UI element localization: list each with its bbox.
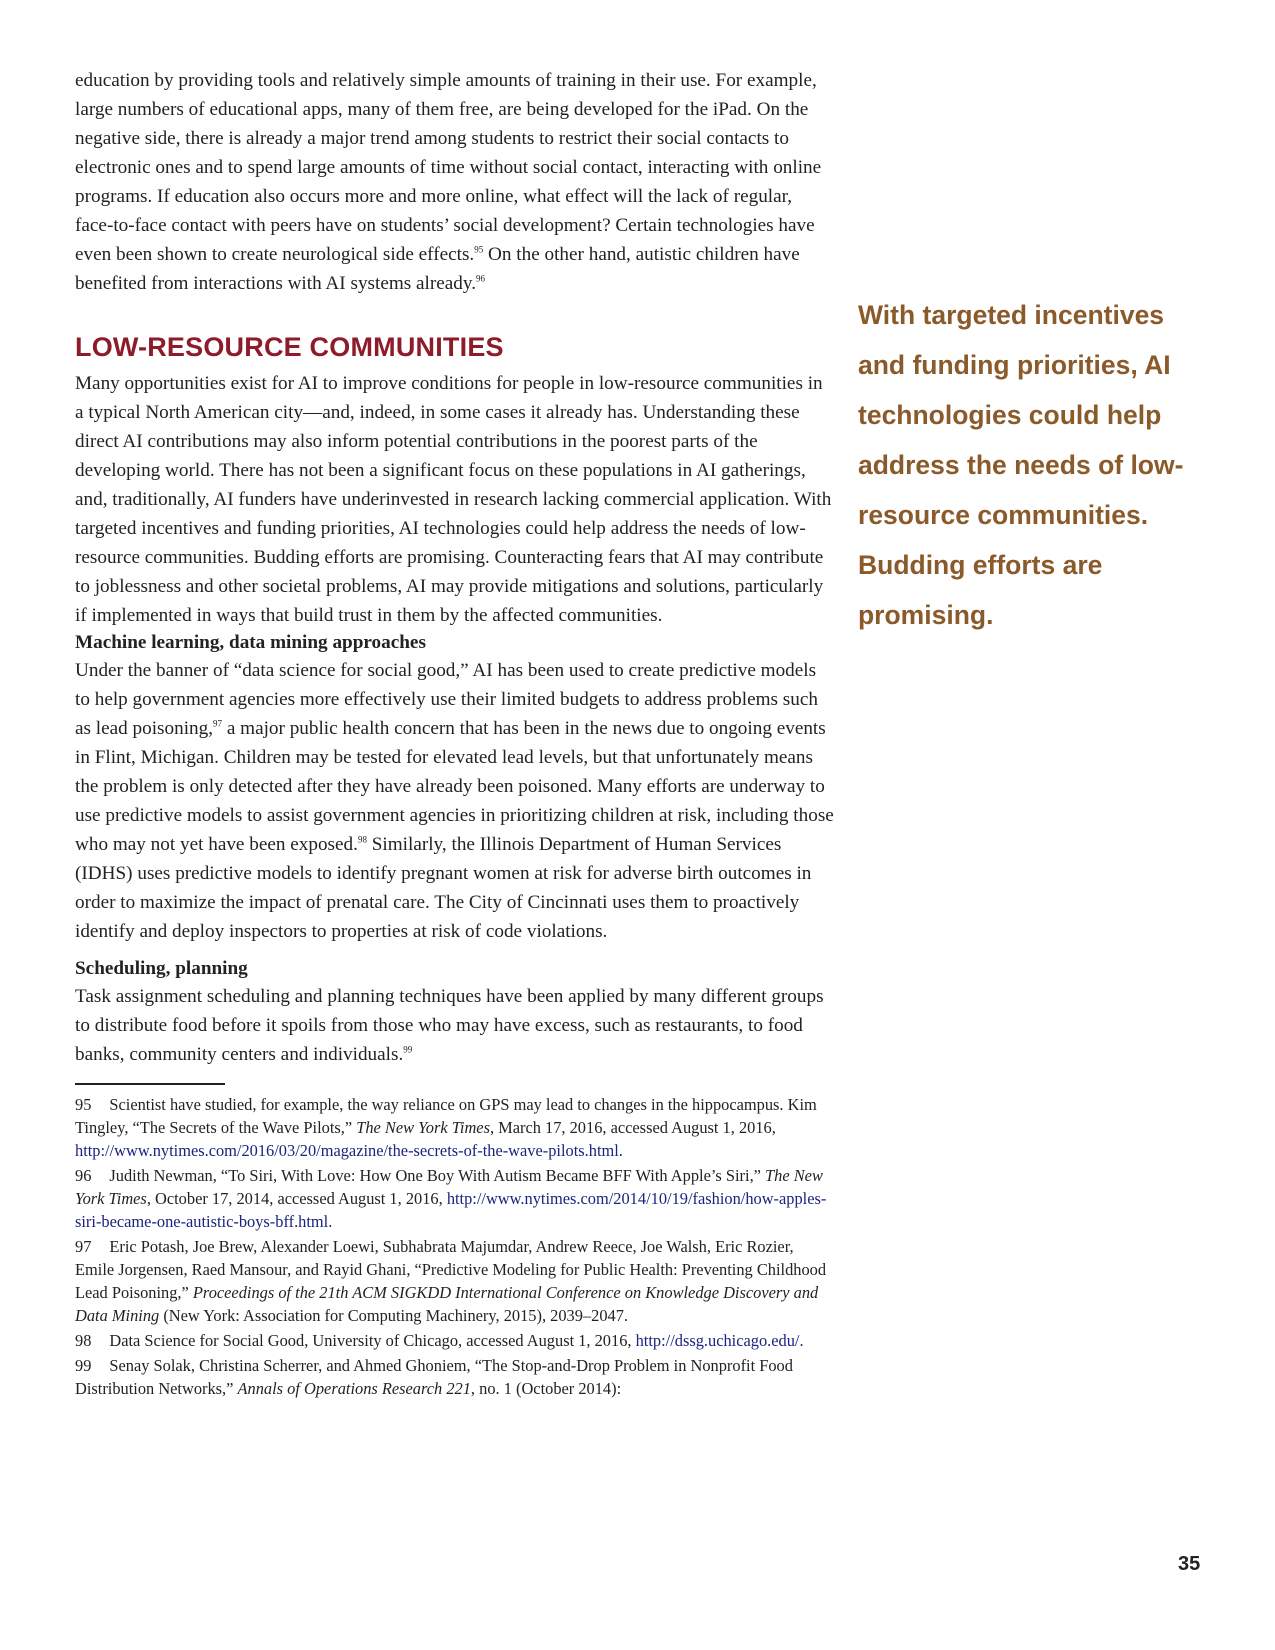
footnote-96	[75, 1164, 835, 1233]
section-heading: LOW-RESOURCE COMMUNITIES	[75, 332, 504, 362]
footnote-ref-96[interactable]: 96	[476, 273, 486, 284]
footnote-text: Judith Newman, “To Siri, With Love: How One Boy With Autism Became BFF With Apple’s Siri,”	[109, 1166, 766, 1185]
footnote-text: , October 17, 2014, accessed August 1, 2016,	[146, 1189, 447, 1208]
ml-text-c: Similarly, the Illinois Department of Human Services (IDHS) uses predictive models to identify pregnant women at risk for adverse birth outcomes in order to maximize the impact of prenatal care. The City of Cincinnati uses them to proactively identify and deploy inspectors to properties at risk of code violations.	[75, 834, 812, 942]
intro-paragraph	[75, 66, 835, 298]
scheduling-paragraph	[75, 982, 835, 1069]
page-number: 35	[1178, 1553, 1201, 1575]
footnote-text: Senay Solak, Christina Scherrer, and Ahmed Ghoniem, “The Stop-and-Drop Problem in Nonprofit Food Distribution Networks,”	[75, 1356, 793, 1398]
scheduling-text-a: Task assignment scheduling and planning techniques have been applied by many different groups to distribute food before it spoils from those who may have excess, such as restaurants, to food banks, community centers and individuals.	[75, 986, 824, 1065]
footnote-ref-99[interactable]: 99	[403, 1044, 413, 1055]
footnote-text: Eric Potash, Joe Brew, Alexander Loewi, Subhabrata Majumdar, Andrew Reece, Joe Walsh, Eric Rozier, Emile Jorgensen, Raed Mansour, and Rayid Ghani, “Predictive Modeling for Public Health: Preventing Childhood Lead Poisoning,”	[75, 1237, 827, 1302]
footnote-ref-98[interactable]: 98	[357, 834, 367, 845]
section-paragraph: Many opportunities exist for AI to improve conditions for people in low-resource communities in a typical North American city—and, indeed, in some cases it already has. Understanding these direct AI contributions may also inform potential contributions in the poorest parts of the developing world. There has not been a significant focus on these populations in AI gatherings, and, traditionally, AI funders have underinvested in research lacking commercial application. With targeted incentives and funding priorities, AI technologies could help address the needs of low-resource communities. Budding efforts are promising. Counteracting fears that AI may contribute to joblessness and other societal problems, AI may provide mitigations and solutions, particularly if implemented in ways that build trust in them by the affected communities.	[75, 373, 832, 626]
footnote-number: 97	[75, 1237, 92, 1256]
pull-quote: With targeted incentives and funding priorities, AI technologies could help address the needs of low-resource communities. Budding efforts are promising.	[858, 300, 1184, 630]
footnote-number: 99	[75, 1356, 92, 1375]
intro-text-a: education by providing tools and relatively simple amounts of training in their use. For example, large numbers of educational apps, many of them free, are being developed for the iPad. On the negative side, there is already a major trend among students to restrict their social contacts to electronic ones and to spend large amounts of time without social contact, interacting with online programs. If education also occurs more and more online, what effect will the lack of regular, face-to-face contact with peers have on students’ social development? Certain technologies have even been shown to create neurological side effects.	[75, 70, 822, 265]
footnote-text: Scientist have studied, for example, the way reliance on GPS may lead to changes in the hippocampus. Kim Tingley, “The Secrets of the Wave Pilots,”	[75, 1095, 817, 1137]
footnote-divider	[75, 1083, 225, 1085]
main-column	[75, 66, 835, 1402]
footnote-text: , no. 1 (October 2014):	[470, 1379, 622, 1398]
footnote-text: , March 17, 2016, accessed August 1, 2016,	[489, 1118, 776, 1137]
footnote-link[interactable]: http://dssg.uchicago.edu/.	[635, 1331, 804, 1350]
footnote-link[interactable]: http://www.nytimes.com/2014/10/19/fashion/how-apples-siri-became-one-autistic-boys-bff.html.	[75, 1189, 827, 1231]
footnote-number: 95	[75, 1095, 92, 1114]
intro-text-b: On the other hand, autistic children have benefited from interactions with AI systems already.	[75, 244, 800, 294]
footnote-text: (New York: Association for Computing Machinery, 2015), 2039–2047.	[159, 1306, 628, 1325]
footnote-ref-95[interactable]: 95	[474, 244, 484, 255]
footnote-98	[75, 1329, 835, 1352]
footnotes	[75, 1093, 835, 1400]
footnote-99	[75, 1354, 835, 1400]
footnote-link[interactable]: http://www.nytimes.com/2016/03/20/magazine/the-secrets-of-the-wave-pilots.html.	[75, 1141, 623, 1160]
footnote-publication: The New York Times	[75, 1166, 823, 1208]
footnote-publication: Annals of Operations Research 221	[237, 1379, 471, 1398]
footnote-97	[75, 1235, 835, 1327]
footnote-publication: Proceedings of the 21th ACM SIGKDD International Conference on Knowledge Discovery and Data Mining	[75, 1283, 819, 1325]
scheduling-subheading: Scheduling, planning	[75, 958, 248, 979]
footnote-number: 98	[75, 1331, 92, 1350]
footnote-text: Data Science for Social Good, University of Chicago, accessed August 1, 2016,	[109, 1331, 636, 1350]
ml-paragraph	[75, 656, 835, 946]
ml-text-b: a major public health concern that has been in the news due to ongoing events in Flint, Michigan. Children may be tested for elevated lead levels, but that unfortunately means the problem is only detected after they have already been poisoned. Many efforts are underway to use predictive models to assist government agencies in prioritizing children at risk, including those who may not yet have been exposed.	[75, 718, 834, 855]
ml-subheading: Machine learning, data mining approaches	[75, 632, 426, 653]
footnote-publication: The New York Times	[356, 1118, 490, 1137]
ml-text-a: Under the banner of “data science for social good,” AI has been used to create predictive models to help government agencies more effectively use their limited budgets to address problems such as lead poisoning,	[75, 660, 818, 739]
footnote-number: 96	[75, 1166, 92, 1185]
footnote-ref-97[interactable]: 97	[213, 718, 223, 729]
footnote-95	[75, 1093, 835, 1162]
